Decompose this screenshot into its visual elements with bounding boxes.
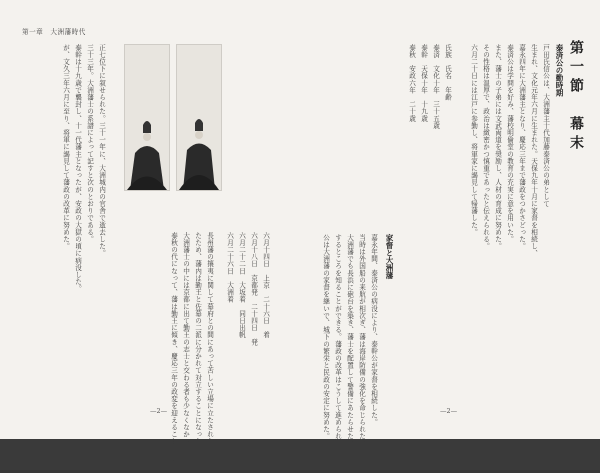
text-column: 泰幹は十九歳で襲封し、十一代藩主となったが、安政の大獄の頃に病没した。 — [73, 44, 82, 293]
page-number: —2— — [150, 407, 168, 415]
table-column: 泰秋 安政六年 二十歳 — [407, 44, 416, 123]
text-column: 六月十四日 上京 二十六日 着 — [261, 232, 270, 339]
table-column: 泰済 文化十年 三十五歳 — [431, 44, 440, 130]
table-column: 泰幹 天保十年 十九歳 — [419, 44, 428, 123]
text-column: が、文久三年六月に至り、将軍に謁見して藩政の改革に努めた。 — [61, 44, 70, 250]
page-number: —2— — [440, 407, 458, 415]
text-column: また、藩士の子弟には文武両道を奨励し、人材の育成に努めた。 — [493, 44, 502, 250]
text-column: 当時は外国船の来航が相次ぎ、藩は海岸防備の強化を命じられた。 — [357, 234, 366, 447]
table-column: 氏族 氏名 年齢 — [443, 44, 452, 101]
text-column: たため、藩内は勤王と佐幕の二派に分かれて対立することになった。 — [193, 232, 202, 453]
text-column: 泰済公は学問を好み、藩校明倫堂の教育の充実に意を用いた。 — [505, 44, 514, 243]
section-title: 泰済公の勤時期 — [555, 44, 564, 97]
text-column: 六月二十六日 大洲着 — [225, 232, 234, 303]
right-page — [300, 0, 600, 455]
text-column: 六月二十日には江戸に参勤し、将軍家に謁見して帰藩した。 — [469, 44, 478, 236]
text-column: 公は大洲藩の家督を継いで、城下の繁栄と民政の安定に努めた。 — [321, 234, 330, 440]
portrait-figure-icon — [177, 45, 221, 190]
text-column: 正七位下に叙せられた。三十一年に、大洲城内の官舎で逝去した。 — [97, 44, 106, 257]
text-column: その性格は温厚で、政治は緻密かつ慎重であったと伝えられる。 — [481, 44, 490, 250]
portrait-figure-icon — [125, 45, 169, 190]
chapter-title: 第一節 幕末 — [568, 40, 584, 154]
text-column: 大洲藩士の中には京都に出て勤王の志士と交わる者も少なくなかった。 — [181, 232, 190, 460]
text-column: するところを知ることができる。藩政の改革はこうして進められた。 — [333, 234, 342, 455]
text-column: 六月二十二日 大坂着 同日出帆 — [237, 232, 246, 339]
text-column: 生まれ、文化元年六月に生まれた。天保九年十月に家督を相続し、 — [529, 44, 538, 257]
section-title: 家督と大洲藩 — [385, 234, 394, 279]
page-header: 第一章 大洲藩時代 — [22, 28, 86, 36]
text-column: 三十三年。大洲藩士の系譜によって記すと次のとおりである。 — [85, 44, 94, 243]
text-column: 大洲藩でも長浜に砲台を築き、藩士を配置して警備にあたらせた。 — [345, 234, 354, 447]
text-column: 嘉永年間、泰済公の病没により、泰幹公が家督を相続した。 — [369, 234, 378, 426]
text-column: 六月十八日 京都発 二十四日 発 — [249, 232, 258, 346]
text-column: 泰秋の代になって、藩は勤王に傾き、慶応三年の政変を迎えることとなる。 — [169, 232, 178, 473]
text-column: 長州藩の攘夷に関して幕府との間にあって苦しい立場に立たされた。 — [205, 232, 214, 453]
portrait-photo — [176, 44, 222, 191]
text-column: 嘉永四年に大洲藩主となり、慶応三年まで藩政をつかさどった。 — [517, 44, 526, 250]
portrait-photo — [124, 44, 170, 191]
text-column: 戸田氏信公は、大洲藩主十代加藤泰済公の弟として — [541, 44, 550, 208]
